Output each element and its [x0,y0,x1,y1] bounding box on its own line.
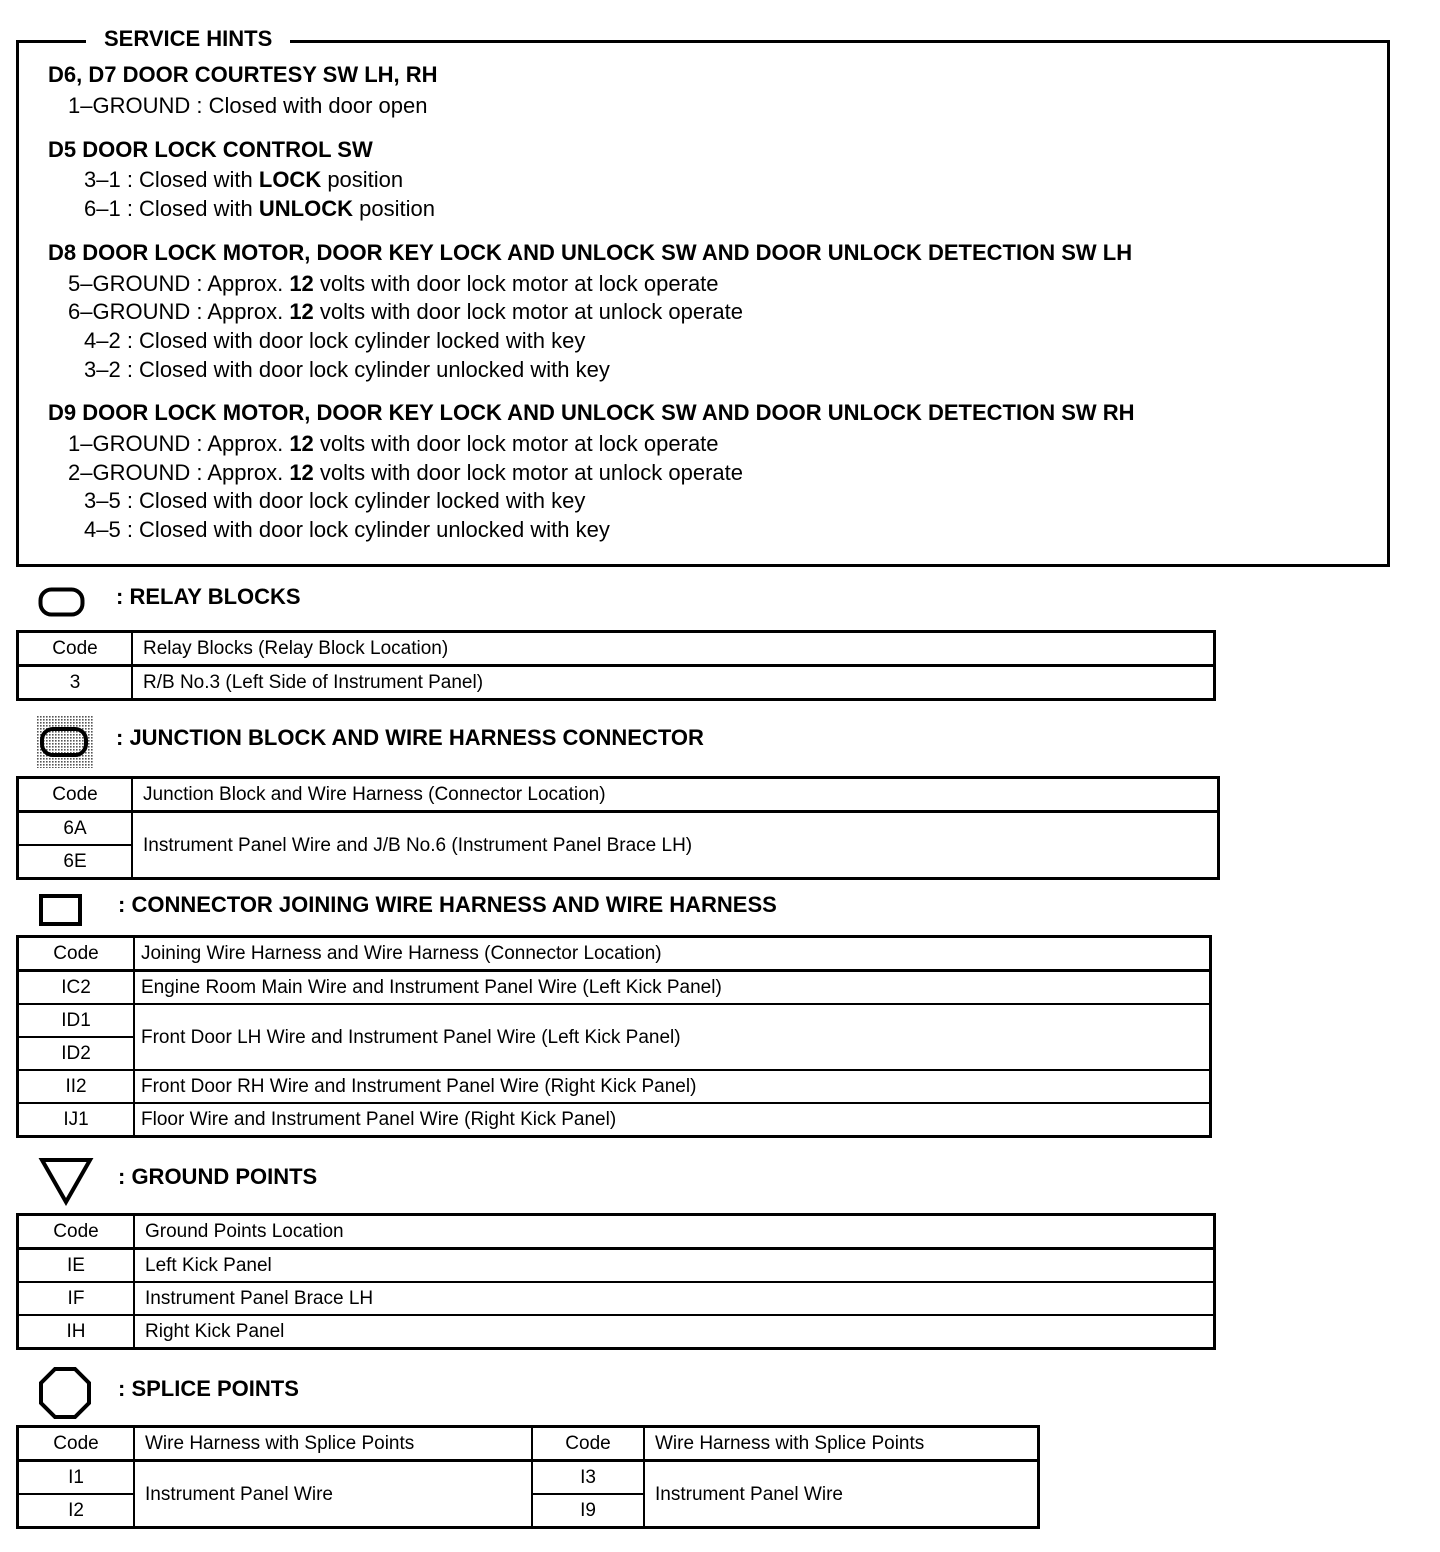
section-heading-d5: D5 DOOR LOCK CONTROL SW [48,137,373,162]
table-row [18,1103,1211,1137]
table-row [18,1249,1215,1283]
header-code: Code [18,1215,135,1249]
connector-title: : CONNECTOR JOINING WIRE HARNESS AND WIRE HARNESS [118,892,777,917]
code-cell: 6E [18,845,133,879]
hint-line: 4–5 : Closed with door lock cylinder unlocked with key [84,517,610,542]
code-cell: I2 [18,1494,135,1528]
description-cell: Right Kick Panel [134,1315,1215,1349]
code-cell: IE [18,1249,135,1283]
header-code: Code [18,937,135,971]
code-cell: I9 [532,1494,644,1528]
description-cell: R/B No.3 (Left Side of Instrument Panel) [132,666,1215,700]
service-hints-title: SERVICE HINTS [86,26,290,52]
header-description: Joining Wire Harness and Wire Harness (Connector Location) [134,937,1211,971]
table-row [18,1282,1215,1315]
code-cell: 3 [18,666,133,700]
description-cell: Front Door LH Wire and Instrument Panel Wire (Left Kick Panel) [134,1004,1211,1070]
hint-line: 3–1 : Closed with LOCK position [84,167,404,192]
table-header-row [18,1427,1039,1461]
hint-line: 1–GROUND : Approx. 12 volts with door lock motor at lock operate [68,431,719,456]
square-icon [38,893,84,927]
table-row [18,1004,1211,1037]
section-heading-d8: D8 DOOR LOCK MOTOR, DOOR KEY LOCK AND UNLOCK SW AND DOOR UNLOCK DETECTION SW LH [48,240,1133,265]
triangle-down-icon [38,1156,94,1206]
junction-block-title: : JUNCTION BLOCK AND WIRE HARNESS CONNECTOR [116,725,704,750]
code-cell: ID1 [18,1004,135,1037]
description-cell: Engine Room Main Wire and Instrument Panel Wire (Left Kick Panel) [134,971,1211,1005]
junction-block-table [16,776,1220,880]
ground-points-table [16,1213,1216,1350]
description-cell: Left Kick Panel [134,1249,1215,1283]
hint-line: 2–GROUND : Approx. 12 volts with door lock motor at unlock operate [68,460,744,485]
table-row [18,666,1215,700]
code-cell: IF [18,1282,135,1315]
header-code: Code [532,1427,644,1461]
code-cell: I1 [18,1461,135,1495]
code-cell: ID2 [18,1037,135,1070]
table-header-row [18,937,1211,971]
connector-table [16,935,1212,1138]
description-cell: Instrument Panel Wire and J/B No.6 (Instrument Panel Brace LH) [132,812,1219,879]
hint-line: 5–GROUND : Approx. 12 volts with door lock motor at lock operate [68,271,719,296]
hint-line: 4–2 : Closed with door lock cylinder locked with key [84,328,586,353]
hint-line: 6–1 : Closed with UNLOCK position [84,196,435,221]
header-code: Code [18,632,133,666]
description-cell: Floor Wire and Instrument Panel Wire (Right Kick Panel) [134,1103,1211,1137]
hint-line: 3–2 : Closed with door lock cylinder unlocked with key [84,357,610,382]
table-header-row [18,632,1215,666]
ground-points-title: : GROUND POINTS [118,1164,318,1189]
relay-blocks-table [16,630,1216,701]
section-heading-d9: D9 DOOR LOCK MOTOR, DOOR KEY LOCK AND UNLOCK SW AND DOOR UNLOCK DETECTION SW RH [48,400,1135,425]
description-cell: Instrument Panel Wire [134,1461,532,1528]
code-cell: II2 [18,1070,135,1103]
header-description: Wire Harness with Splice Points [134,1427,532,1461]
code-cell: IC2 [18,971,135,1005]
header-description: Relay Blocks (Relay Block Location) [132,632,1215,666]
code-cell: IH [18,1315,135,1349]
header-description: Junction Block and Wire Harness (Connector Location) [132,778,1219,812]
header-code: Code [18,1427,135,1461]
description-cell: Front Door RH Wire and Instrument Panel Wire (Right Kick Panel) [134,1070,1211,1103]
table-row [18,1315,1215,1349]
table-header-row [18,1215,1215,1249]
octagon-icon [38,1366,92,1420]
table-row [18,812,1219,846]
table-row [18,1070,1211,1103]
hint-line: 1–GROUND : Closed with door open [68,93,428,118]
splice-points-table [16,1425,1040,1529]
code-cell: IJ1 [18,1103,135,1137]
table-header-row [18,778,1219,812]
header-description: Wire Harness with Splice Points [644,1427,1039,1461]
hint-line: 6–GROUND : Approx. 12 volts with door lock motor at unlock operate [68,299,744,324]
hint-line: 3–5 : Closed with door lock cylinder locked with key [84,488,586,513]
rounded-rect-icon [38,586,86,618]
description-cell: Instrument Panel Brace LH [134,1282,1215,1315]
section-heading-d6-d7: D6, D7 DOOR COURTESY SW LH, RH [48,62,438,87]
table-row [18,971,1211,1005]
relay-blocks-title: : RELAY BLOCKS [116,584,301,609]
header-code: Code [18,778,133,812]
shaded-rounded-rect-icon [37,716,93,768]
code-cell: 6A [18,812,133,846]
header-description: Ground Points Location [134,1215,1215,1249]
table-row [18,1461,1039,1495]
description-cell: Instrument Panel Wire [644,1461,1039,1528]
code-cell: I3 [532,1461,644,1495]
splice-points-title: : SPLICE POINTS [118,1376,299,1401]
